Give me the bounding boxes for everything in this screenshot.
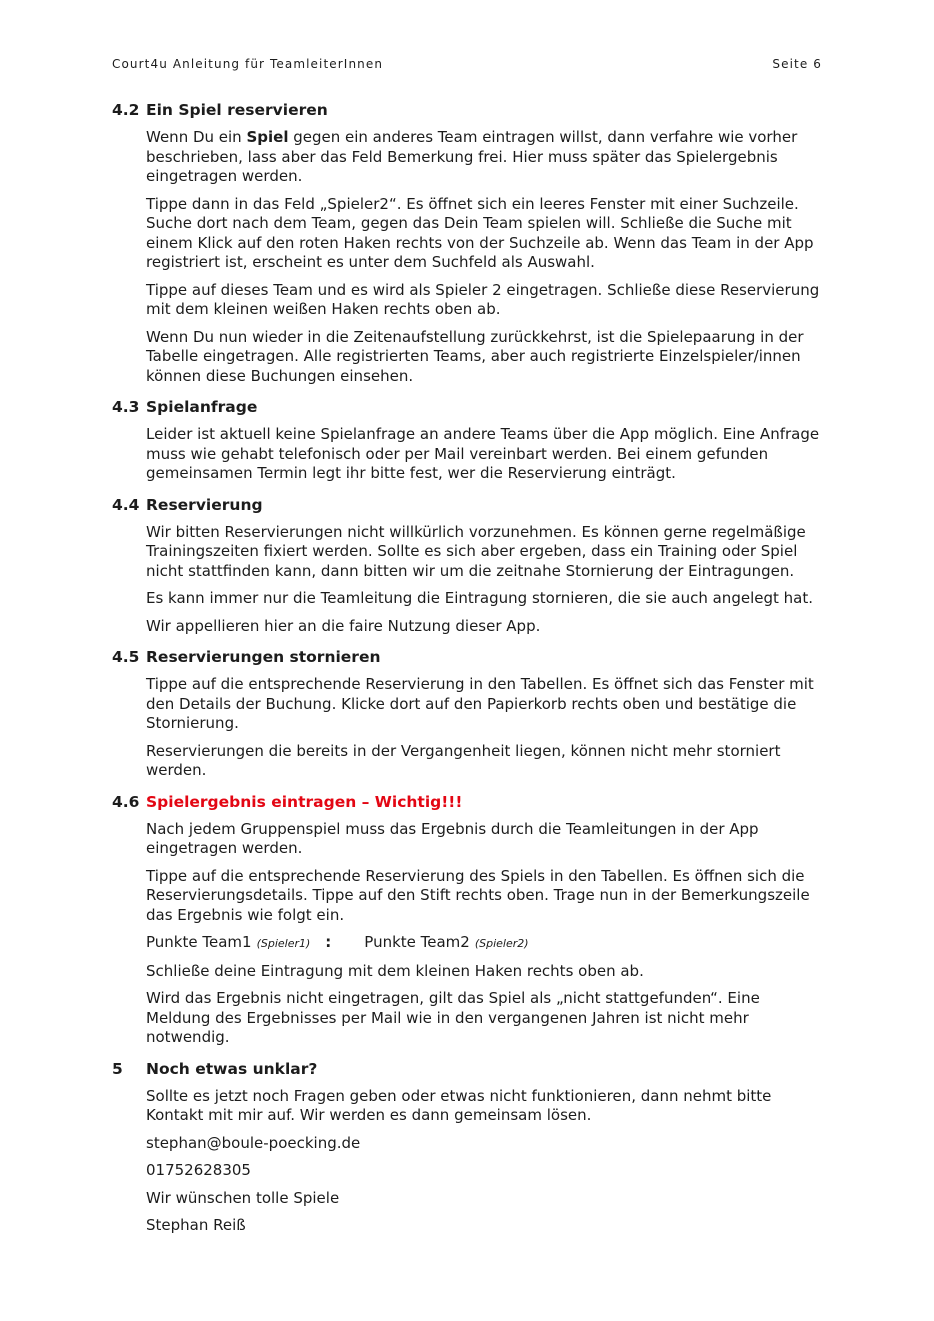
bold-text-run: Spiel [246, 128, 289, 146]
score-colon: : [325, 933, 332, 951]
section-number: 4.6 [112, 792, 140, 811]
paragraph: Wir appellieren hier an die faire Nutzung dieser App. [146, 616, 541, 635]
section-body [146, 425, 822, 484]
section-heading [112, 397, 822, 417]
paragraph: Tippe auf die entsprechende Reservierung in den Tabellen. Es öffnet sich das Fenster mit den Details der Buchung. Klicke dort auf den Papierkorb rechts oben und bestätige die Stornierung. [146, 675, 814, 732]
paragraph: Wir bitten Reservierungen nicht willkürlich vorzunehmen. Es können gerne regelmäßige Trainingszeiten fixiert werden. Sollte es sich aber ergeben, dass ein Training oder Spiel nicht stattfinden kann, dann bitten wir um die zeitnahe Stornierung der Eintragungen. [146, 522, 806, 580]
paragraph: Leider ist aktuell keine Spielanfrage an andere Teams über die App möglich. Eine Anfrage muss wie gehabt telefonisch oder per Mail vereinbart werden. Bei einem gefunden gemeinsamen Termin legt ihr bitte fest, wer die Reservierung einträgt. [146, 425, 820, 482]
score-team2-note: (Spieler2) [474, 937, 529, 950]
section-heading [112, 100, 822, 120]
section-body [146, 820, 822, 1048]
section-heading [112, 495, 822, 515]
section-title: Reservierungen stornieren [146, 648, 381, 666]
paragraph: Wenn Du nun wieder in die Zeitenaufstellung zurückkehrst, ist die Spielepaarung in der Tabelle eingetragen. Alle registrierten Teams, aber auch registrierte Einzelspieler/innen können diese Buchungen einsehen. [146, 327, 804, 385]
section-4-3 [112, 397, 822, 484]
paragraph: Tippe dann in das Feld „Spieler2“. Es öffnet sich ein leeres Fenster mit einer Suchzeile. Suche dort nach dem Team, gegen das Dein Team spielen will. Schließe die Suche mit einem Klick auf den roten Haken rechts von der Suchzeile ab. Wenn das Team in der App registriert ist, erscheint es unter dem Suchfeld als Auswahl. [146, 194, 814, 271]
paragraph: Tippe auf die entsprechende Reservierung des Spiels in den Tabellen. Es öffnen sich die Reservierungsdetails. Tippe auf den Stift rechts oben. Trage nun in der Bemerkungszeile das Ergebnis wie folgt ein. [146, 866, 810, 924]
section-4-5 [112, 647, 822, 781]
paragraph [146, 128, 822, 187]
section-title: Reservierung [146, 495, 263, 514]
closing-line: Wir wünschen tolle Spiele [146, 1188, 340, 1207]
section-5 [112, 1059, 822, 1236]
paragraph: Reservierungen die bereits in der Vergangenheit liegen, können nicht mehr storniert werden. [146, 741, 781, 779]
section-4-2 [112, 100, 822, 386]
section-title: Noch etwas unklar? [146, 1059, 318, 1078]
contact-email: stephan@boule-poecking.de [146, 1133, 361, 1152]
paragraph: Nach jedem Gruppenspiel muss das Ergebnis durch die Teamleitungen in der App eingetragen werden. [146, 819, 759, 857]
section-heading [112, 1059, 822, 1079]
score-team1-note: (Spieler1) [256, 937, 311, 950]
section-body [146, 1087, 822, 1236]
section-body [146, 523, 822, 637]
section-body [146, 128, 822, 386]
section-number: 4.3 [112, 398, 140, 416]
section-number: 4.5 [112, 648, 140, 666]
page-number: Seite 6 [772, 57, 822, 71]
section-4-4 [112, 495, 822, 637]
paragraph: Es kann immer nur die Teamleitung die Eintragung stornieren, die sie auch angelegt hat. [146, 589, 813, 607]
score-team2-label: Punkte Team2 [364, 933, 470, 951]
paragraph: Tippe auf dieses Team und es wird als Spieler 2 eingetragen. Schließe diese Reservierung mit dem kleinen weißen Haken rechts oben ab. [146, 280, 820, 318]
text-run: gegen ein anderes Team eintragen willst, dann verfahre wie vorher beschrieben, lass aber das Feld Bemerkung frei. Hier muss später das Spielergebnis eingetragen werden. [146, 128, 798, 185]
section-title-important: Spielergebnis eintragen – Wichtig!!! [146, 792, 463, 811]
section-number: 5 [112, 1059, 123, 1078]
signature-line: Stephan Reiß [146, 1216, 246, 1234]
score-team1-label: Punkte Team1 [146, 933, 252, 951]
section-title: Spielanfrage [146, 398, 258, 416]
section-number: 4.4 [112, 495, 140, 514]
section-heading [112, 647, 822, 667]
section-number: 4.2 [112, 101, 140, 119]
section-body [146, 675, 822, 781]
paragraph: Sollte es jetzt noch Fragen geben oder etwas nicht funktionieren, dann nehmt bitte Kontakt mit mir auf. Wir werden es dann gemeinsam lösen. [146, 1086, 772, 1124]
section-4-6 [112, 792, 822, 1048]
section-heading [112, 792, 822, 812]
header-title: Court4u Anleitung für TeamleiterInnen [112, 57, 384, 71]
paragraph: Schließe deine Eintragung mit dem kleinen Haken rechts oben ab. [146, 961, 644, 980]
section-title: Ein Spiel reservieren [146, 101, 328, 119]
page-header [112, 57, 822, 72]
contact-phone: 01752628305 [146, 1161, 251, 1179]
text-run: Wenn Du ein [146, 128, 247, 146]
score-format-line [146, 933, 822, 954]
paragraph: Wird das Ergebnis nicht eingetragen, gilt das Spiel als „nicht stattgefunden“. Eine Meldung des Ergebnisses per Mail wie in den vergangenen Jahren ist nicht mehr notwendig. [146, 989, 760, 1046]
